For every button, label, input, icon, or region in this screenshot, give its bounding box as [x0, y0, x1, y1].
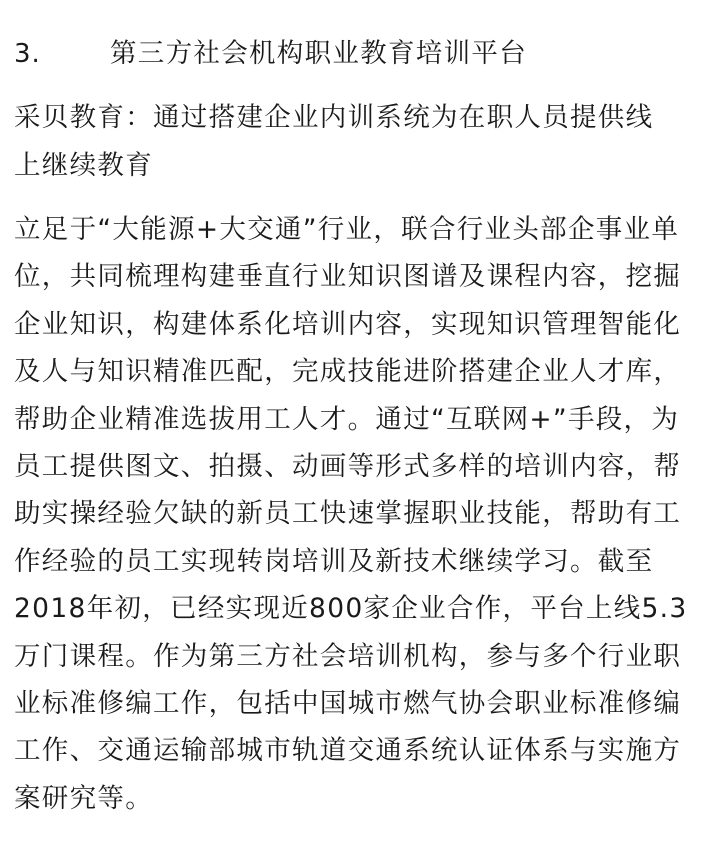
body-line: 业标准修编工作，包括中国城市燃气协会职业标准修编 — [14, 688, 682, 719]
body-line: 案研究等。 — [14, 783, 153, 814]
section-title: 第三方社会机构职业教育培训平台 — [110, 38, 527, 69]
section-number: 3. — [14, 39, 41, 69]
body-line: 及人与知识精准匹配，完成技能进阶搭建企业人才库， — [14, 356, 682, 387]
body-line: 位，共同梳理构建垂直行业知识图谱及课程内容，挖掘 — [14, 261, 682, 292]
body-line: 企业知识，构建体系化培训内容，实现知识管理智能化 — [14, 309, 682, 340]
body-line: 工作、交通运输部城市轨道交通系统认证体系与实施方 — [14, 735, 682, 766]
body-line: 万门课程。作为第三方社会培训机构，参与多个行业职 — [14, 641, 682, 672]
body-line: 帮助企业精准选拔用工人才。通过“互联网+”手段，为 — [14, 404, 680, 435]
body-line: 作经验的员工实现转岗培训及新技术继续学习。截至 — [14, 546, 654, 577]
body-line: 立足于“大能源+大交通”行业，联合行业头部企事业单 — [14, 214, 680, 245]
body-line: 2018年初，已经实现近800家企业合作，平台上线5.3 — [14, 593, 688, 624]
subtitle-line: 采贝教育：通过搭建企业内训系统为在职人员提供线 — [14, 102, 654, 133]
body-line: 助实操经验欠缺的新员工快速掌握职业技能，帮助有工 — [14, 498, 682, 529]
subtitle-line: 上继续教育 — [14, 150, 153, 181]
body-line: 员工提供图文、拍摄、动画等形式多样的培训内容，帮 — [14, 451, 682, 482]
